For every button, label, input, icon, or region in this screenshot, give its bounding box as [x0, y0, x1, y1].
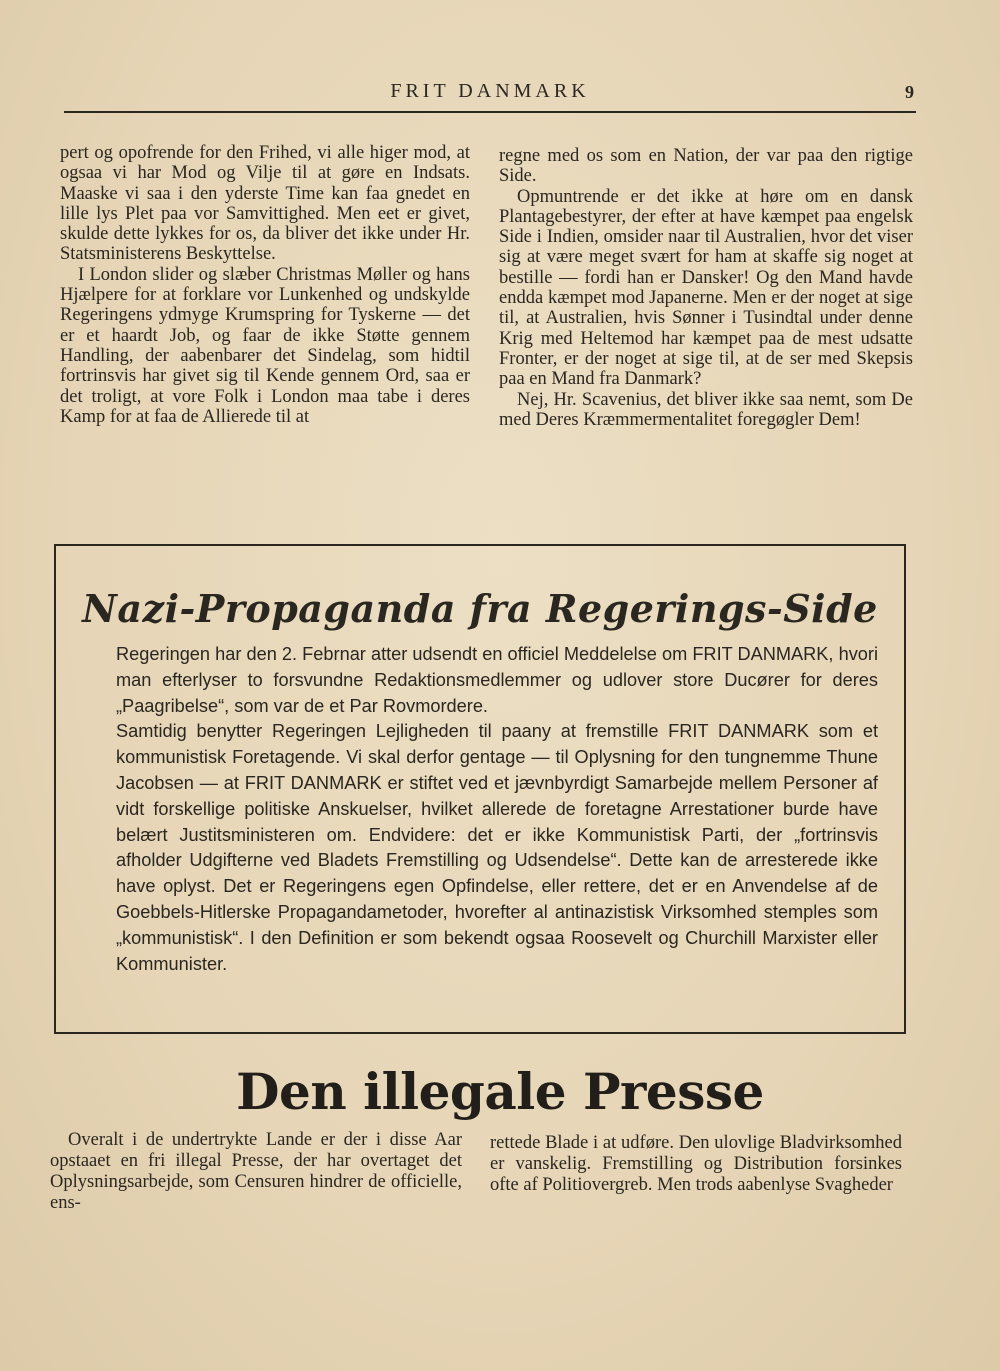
right-paragraph-3: Nej, Hr. Scavenius, det bliver ikke saa nemt, som De med Deres Kræmmermentalitet foregøgler Dem!	[499, 389, 913, 430]
boxed-notice	[54, 544, 906, 1034]
section-right-text: rettede Blade i at udføre. Den ulovlige Bladvirksomhed er vanskelig. Fremstilling og Distribution forsinkes ofte af Politiovergreb. Men trods aabenlyse Svagheder	[490, 1133, 902, 1195]
section-right-column	[490, 1133, 902, 1196]
right-paragraph-1: regne med os som en Nation, der var paa den rigtige Side.	[499, 146, 913, 187]
section-left-column	[50, 1130, 462, 1214]
running-title: FRIT DANMARK	[390, 80, 590, 102]
boxed-notice-paragraph-1: Regeringen har den 2. Febrnar atter udsendt en officiel Meddelelse om FRIT DANMARK, hvori man efterlyser to forsvundne Redaktionsmedlemmer og udlover store Ducører for deres „Paagribelse“, som var de et Par Rovmordere.	[116, 644, 878, 716]
page-number: 9	[905, 82, 914, 102]
page-header	[64, 80, 916, 116]
left-paragraph-1: pert og opofrende for den Frihed, vi alle higer mod, at ogsaa vi har Mod og Vilje til at gøre en Indsats. Maaske vi saa i den yderste Time kan faa gnedet en lille lys Plet paa vor Samvittighed. Men eet er givet, skulde dette lykkes for os, da bliver det ikke under Hr. Statsministerens Beskyttelse.	[60, 143, 470, 265]
right-column	[499, 146, 913, 430]
right-paragraph-2: Opmuntrende er det ikke at høre om en dansk Plantagebestyrer, der efter at have kæmpet paa engelsk Side i Indien, omsider naar til Australien, hvor det viser sig at være meget svært for ham at skaffe sig noget at bestille — fordi han er Dansker! Og den Mand havde endda kæmpet mod Japanerne. Men er der noget at sige til, at Australien, hvis Sønner i Tusindtal under denne Krig med Heltemod har kæmpet paa de mest udsatte Fronter, er der noget at sige til, at de ser med Skepsis paa en Mand fra Danmark?	[499, 186, 913, 390]
boxed-notice-title: Nazi-Propaganda fra Regerings-Side	[82, 586, 878, 631]
header-rule	[64, 111, 916, 113]
section-left-text: Overalt i de undertrykte Lande er der i disse Aar opstaaet en fri illegal Presse, der har overtaget det Oplysningsarbejde, som Censuren hindrer de officielle, ens-	[50, 1130, 462, 1213]
boxed-notice-paragraph-2: Samtidig benytter Regeringen Lejligheden til paany at fremstille FRIT DANMARK som et kommunistisk Foretagende. Vi skal derfor gentage — til Oplysning for den tungnemme Thune Jacobsen — at FRIT DANMARK er stiftet ved et jævnbyrdigt Samarbejde mellem Personer af vidt forskellige politiske Anskuelser, hvilket allerede de foretagne Arrestationer burde have belært Justitsministeren om. Endvidere: det er ikke Kommunistisk Parti, der „fortrinsvis afholder Udgifterne ved Bladets Fremstilling og Udsendelse“. Dette kan de arresterede ikke have oplyst. Det er Regeringens egen Opfindelse, eller rettere, det er en Anvendelse af de Goebbels-Hitlerske Propagandametoder, hvorefter al antinazistisk Virksomhed stemples som „kommunistisk“. I den Definition er som bekendt ogsaa Roosevelt og Churchill Marxister eller Kommunister.	[116, 721, 878, 974]
section-title: Den illegale Presse	[236, 1062, 764, 1121]
left-column	[60, 143, 470, 427]
left-paragraph-2: I London slider og slæber Christmas Møller og hans Hjælpere for at forklare vor Lunkenhed og undskylde Regeringens ydmyge Krumspring for Tyskerne — det er et haardt Job, og faar de ikke Støtte gennem Handling, der aabenbarer det Sindelag, som hidtil fortrinsvis har givet sig til Kende gennem Ord, saa er det troligt, at vore Folk i London maa tabe i deres Kamp for at faa de Allierede til at	[60, 264, 470, 427]
boxed-notice-body	[116, 642, 878, 977]
